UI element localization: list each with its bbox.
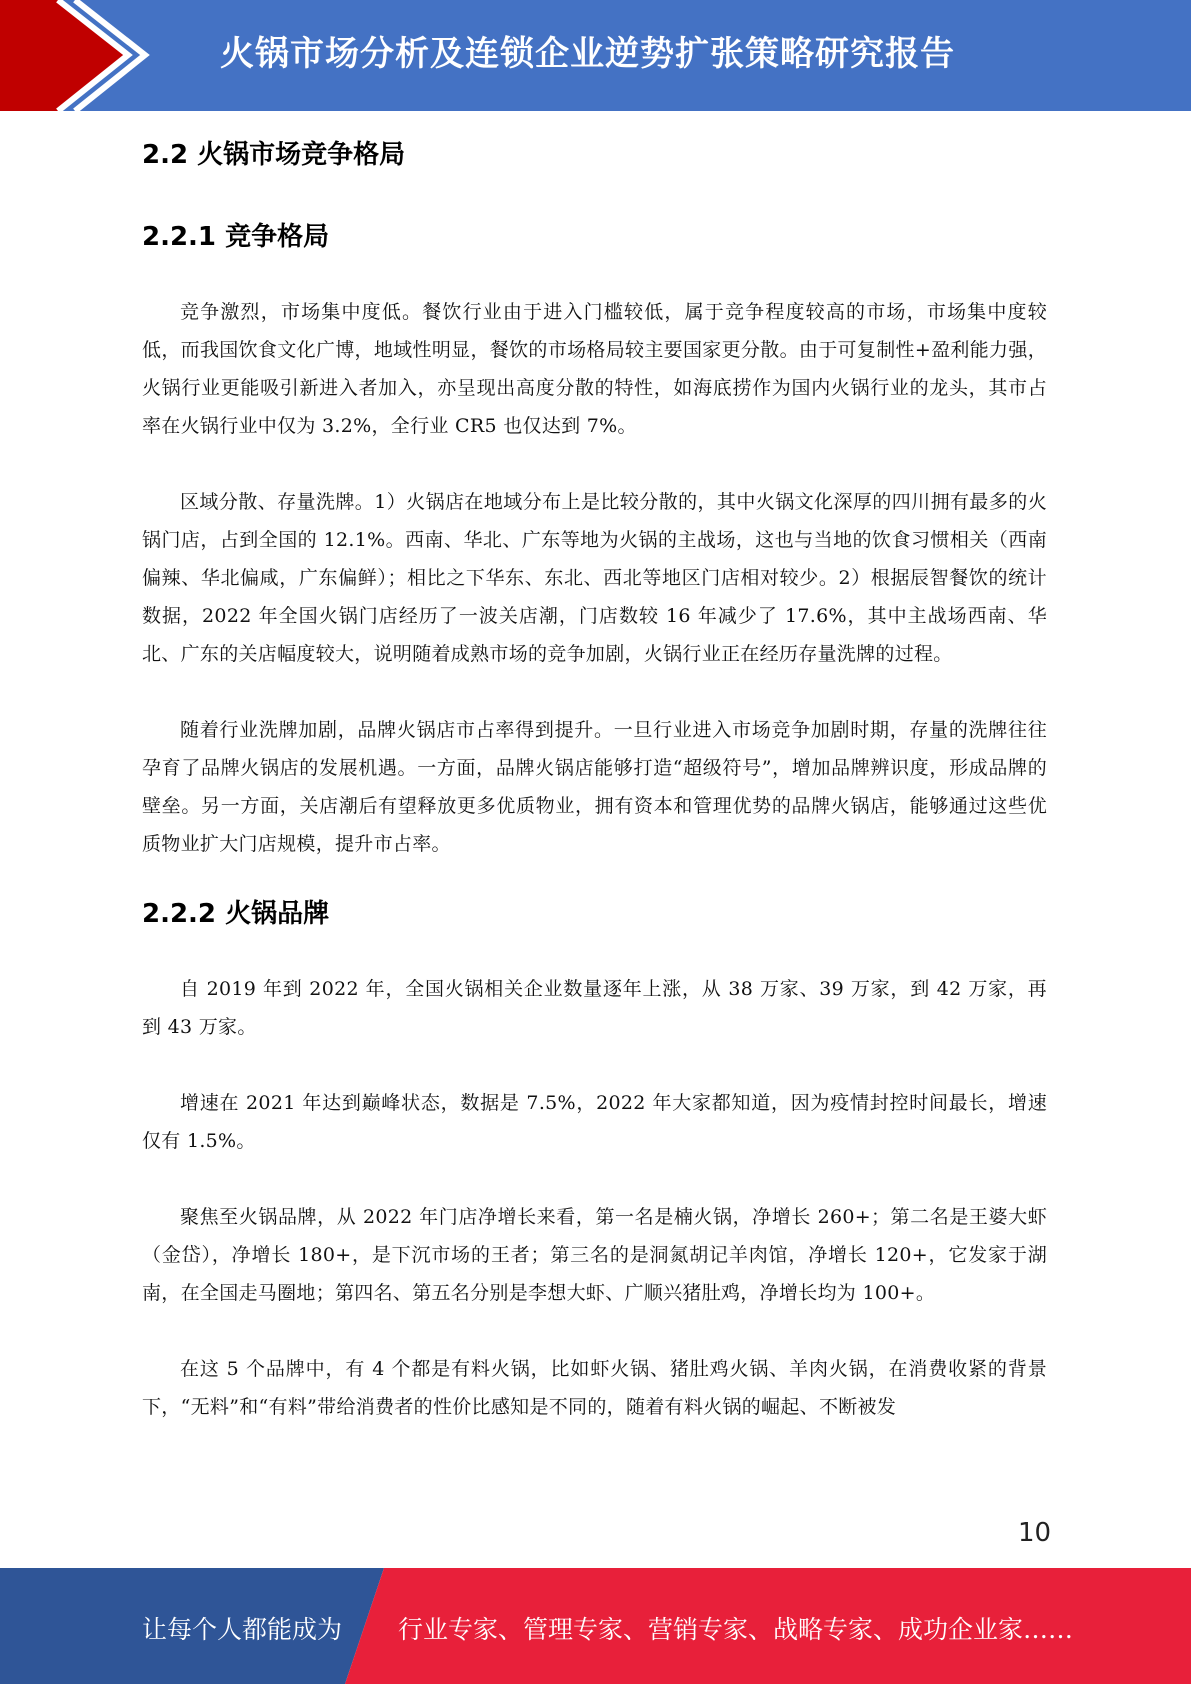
header-banner — [0, 0, 1191, 111]
paragraph: 增速在 2021 年达到巅峰状态，数据是 7.5%，2022 年大家都知道，因为疫情封控时间最长，增速仅有 1.5%。 — [142, 1092, 1047, 1152]
footer-slogan-right: 行业专家、管理专家、营销专家、战略专家、成功企业家…… — [398, 1615, 1074, 1644]
paragraph: 自 2019 年到 2022 年，全国火锅相关企业数量逐年上涨，从 38 万家、39 万家，到 42 万家，再到 43 万家。 — [142, 978, 1047, 1038]
footer-banner — [0, 1568, 1191, 1684]
footer-slogan-left: 让每个人都能成为 — [142, 1615, 343, 1644]
report-title: 火锅市场分析及连锁企业逆势扩张策略研究报告 — [220, 34, 955, 74]
page-content — [142, 126, 1047, 1426]
paragraph: 在这 5 个品牌中，有 4 个都是有料火锅，比如虾火锅、猪肚鸡火锅、羊肉火锅，在消费收紧的背景下，“无料”和“有料”带给消费者的性价比感知是不同的，随着有料火锅的崛起、不断被发 — [142, 1358, 1047, 1418]
paragraph: 聚焦至火锅品牌，从 2022 年门店净增长来看，第一名是楠火锅，净增长 260+；第二名是王婆大虾（金岱），净增长 180+，是下沉市场的王者；第三名的是洞氮胡记羊肉馆，净增长 120+，它发家于湖南，在全国走马圈地；第四名、第五名分别是李想大虾、广顺兴猪肚鸡，净增长均为 100+。 — [142, 1206, 1047, 1304]
section-heading: 2.2 火锅市场竞争格局 — [142, 140, 406, 170]
paragraph: 随着行业洗牌加剧，品牌火锅店市占率得到提升。一旦行业进入市场竞争加剧时期，存量的洗牌往往孕育了品牌火锅店的发展机遇。一方面，品牌火锅店能够打造“超级符号”，增加品牌辨识度，形成品牌的壁垒。另一方面，关店潮后有望释放更多优质物业，拥有资本和管理优势的品牌火锅店，能够通过这些优质物业扩大门店规模，提升市占率。 — [142, 719, 1047, 855]
page-number: 10 — [1018, 1518, 1052, 1548]
paragraph: 区域分散、存量洗牌。1）火锅店在地域分布上是比较分散的，其中火锅文化深厚的四川拥有最多的火锅门店，占到全国的 12.1%。西南、华北、广东等地为火锅的主战场，这也与当地的饮食习惯相关（西南偏辣、华北偏咸，广东偏鲜）；相比之下华东、东北、西北等地区门店相对较少。2）根据辰智餐饮的统计数据，2022 年全国火锅门店经历了一波关店潮，门店数较 16 年减少了 17.6%，其中主战场西南、华北、广东的关店幅度较大，说明随着成熟市场的竞争加剧，火锅行业正在经历存量洗牌的过程。 — [142, 491, 1047, 665]
subsection-heading: 2.2.1 竞争格局 — [142, 222, 330, 252]
paragraph: 竞争激烈，市场集中度低。餐饮行业由于进入门槛较低，属于竞争程度较高的市场，市场集中度较低，而我国饮食文化广博，地域性明显，餐饮的市场格局较主要国家更分散。由于可复制性+盈利能力强，火锅行业更能吸引新进入者加入，亦呈现出高度分散的特性，如海底捞作为国内火锅行业的龙头，其市占率在火锅行业中仅为 3.2%，全行业 CR5 也仅达到 7%。 — [142, 301, 1047, 437]
subsection-heading: 2.2.2 火锅品牌 — [142, 899, 330, 929]
